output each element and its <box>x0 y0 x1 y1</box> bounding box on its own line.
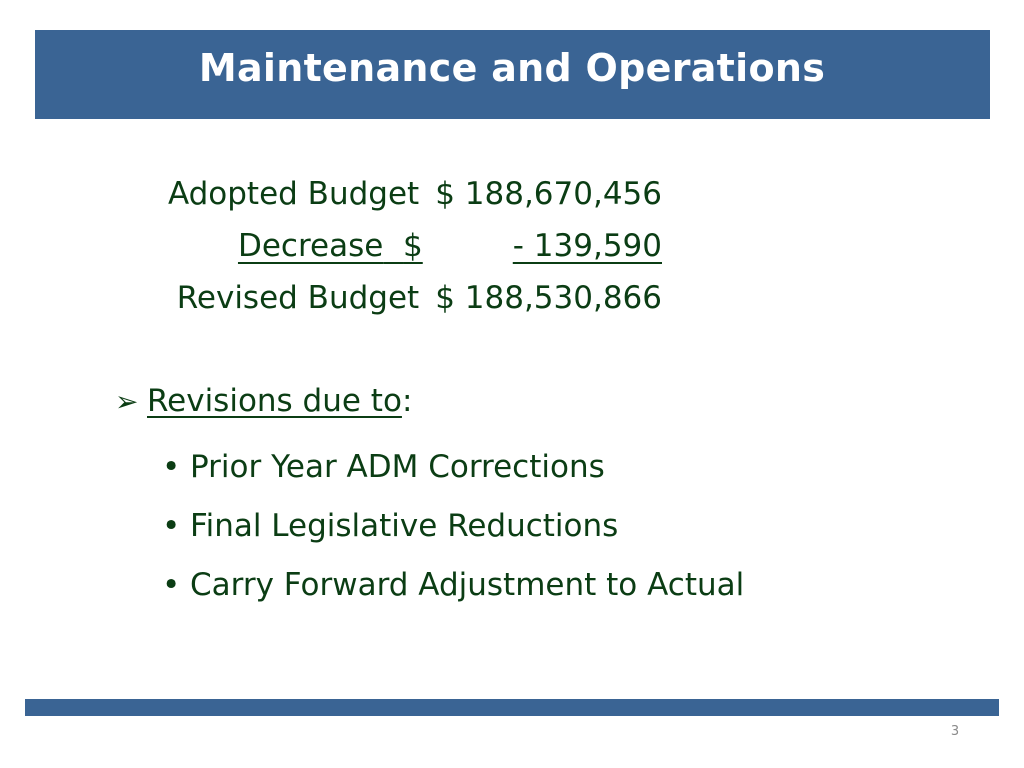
adopted-budget-label: Adopted Budget <box>167 176 420 212</box>
list-item <box>162 497 744 556</box>
decrease-underlined <box>238 228 662 264</box>
decrease-dollar: $ <box>403 228 423 264</box>
list-item <box>162 438 744 497</box>
footer-bar <box>25 699 999 716</box>
decrease-label: Decrease <box>237 228 384 264</box>
page-number: 3 <box>950 724 960 739</box>
bullet-icon: • <box>162 567 181 603</box>
adopted-budget-row <box>40 174 662 214</box>
revisions-list <box>162 438 744 615</box>
revised-budget-value: 188,530,866 <box>464 280 662 316</box>
decrease-value: - 139,590 <box>512 228 662 264</box>
adopted-budget-dollar: $ <box>435 176 455 212</box>
list-item-text: Final Legislative Reductions <box>190 508 619 544</box>
list-item-text: Carry Forward Adjustment to Actual <box>190 567 745 603</box>
list-item <box>162 556 744 615</box>
bullet-icon: • <box>162 508 181 544</box>
revised-budget-dollar: $ <box>435 280 455 316</box>
revisions-heading <box>115 381 412 422</box>
decrease-row <box>40 226 662 266</box>
arrow-right-icon: ➢ <box>115 385 139 418</box>
revisions-label: Revisions due to <box>147 383 402 419</box>
bullet-icon: • <box>162 449 181 485</box>
list-item-text: Prior Year ADM Corrections <box>190 449 605 485</box>
slide-title: Maintenance and Operations <box>198 46 826 90</box>
revisions-colon: : <box>401 383 413 419</box>
revised-budget-label: Revised Budget <box>176 280 420 316</box>
adopted-budget-value: 188,670,456 <box>464 176 662 212</box>
revised-budget-row <box>40 278 662 318</box>
